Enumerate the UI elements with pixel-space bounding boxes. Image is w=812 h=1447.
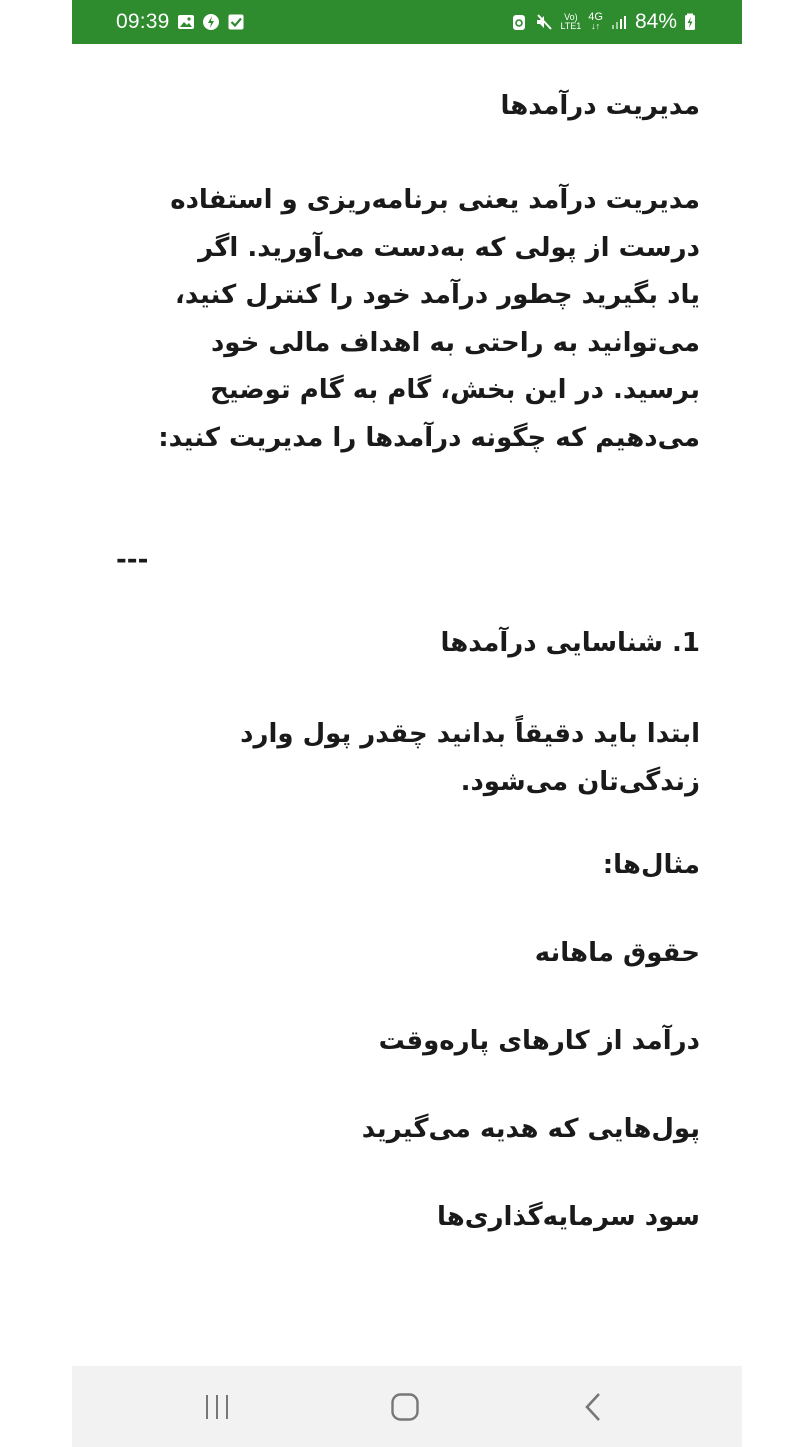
status-bar: [72, 0, 742, 44]
battery-percentage: 84%: [634, 10, 677, 33]
signal-icon: [610, 13, 628, 31]
separator: ---: [116, 545, 149, 575]
recent-apps-icon: [202, 1393, 232, 1421]
clock: 09:39: [116, 10, 170, 33]
intro-line: درست از پولی که به‌دست می‌آورید. اگر: [198, 232, 700, 263]
volte-icon: Vo) LTE1: [560, 12, 582, 31]
document-view[interactable]: [72, 44, 742, 1366]
section-line: ابتدا باید دقیقاً بدانید چقدر پول وارد: [240, 719, 700, 749]
recent-apps-button[interactable]: [192, 1390, 242, 1424]
data-saver-icon: [202, 13, 220, 31]
battery-saver-icon: [510, 13, 528, 31]
home-icon: [390, 1392, 420, 1422]
network-type-icon: 4G ↓↑: [588, 11, 603, 31]
example-item: پول‌هایی که هدیه می‌گیرید: [361, 1114, 700, 1144]
section-line: زندگی‌تان می‌شود.: [460, 766, 700, 797]
navigation-bar: [72, 1366, 742, 1447]
example-item: درآمد از کارهای پاره‌وقت: [378, 1026, 700, 1056]
section-paragraph: [140, 711, 700, 806]
examples-label: مثال‌ها:: [602, 850, 700, 880]
intro-line: می‌توانید به راحتی به اهداف مالی خود: [210, 327, 700, 358]
back-icon: [582, 1391, 604, 1423]
status-bar-right: [510, 10, 696, 34]
example-item: سود سرمایه‌گذاری‌ها: [436, 1202, 700, 1232]
battery-icon: [684, 13, 696, 31]
gallery-icon: [177, 13, 195, 31]
status-bar-left: [116, 10, 245, 34]
mute-icon: [535, 13, 553, 31]
intro-line: مدیریت درآمد یعنی برنامه‌ریزی و استفاده: [170, 185, 700, 215]
phone-screen: [72, 0, 742, 1447]
intro-line: برسید. در این بخش، گام به گام توضیح: [210, 375, 700, 405]
back-button[interactable]: [568, 1390, 618, 1424]
page-title: مدیریت درآمدها: [500, 91, 700, 121]
checkbox-icon: [227, 13, 245, 31]
intro-paragraph: [140, 177, 700, 462]
intro-line: می‌دهیم که چگونه درآمدها را مدیریت کنید:: [158, 422, 700, 453]
home-button[interactable]: [380, 1390, 430, 1424]
section-heading: 1. شناسایی درآمدها: [440, 628, 700, 658]
example-item: حقوق ماهانه: [534, 938, 700, 968]
intro-line: یاد بگیرید چطور درآمد خود را کنترل کنید،: [175, 280, 700, 310]
